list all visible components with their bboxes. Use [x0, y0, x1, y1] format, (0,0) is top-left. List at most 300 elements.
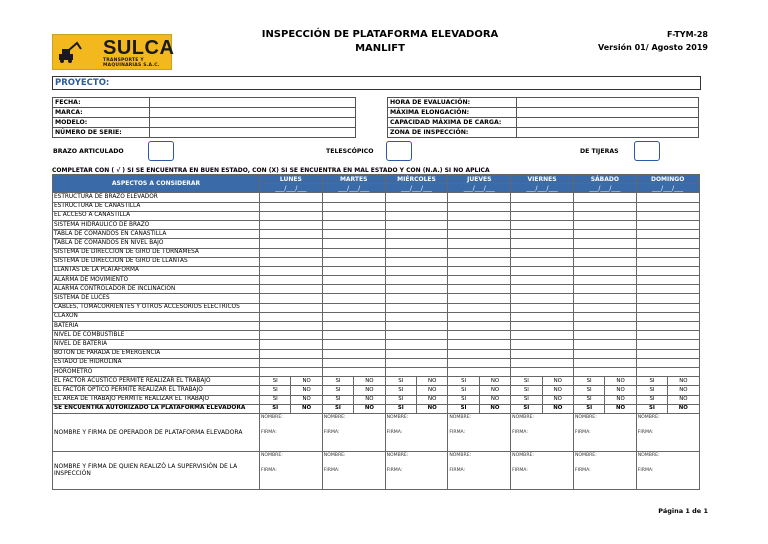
yes-option[interactable]: SI [322, 386, 353, 395]
form-version: Versión 01/ Agosto 2019 [598, 43, 708, 52]
check-cell[interactable] [385, 322, 448, 331]
yes-option[interactable]: SI [573, 377, 604, 386]
check-cell[interactable] [511, 202, 574, 211]
signature-cell[interactable] [511, 451, 574, 489]
no-option[interactable]: NO [291, 404, 322, 413]
check-cell[interactable] [322, 239, 385, 248]
aspect-label: ESTADO DE HIDROLINA [53, 358, 260, 367]
check-cell[interactable] [322, 193, 385, 202]
name-label: NOMBRE: [637, 414, 660, 420]
check-cell[interactable] [260, 294, 323, 303]
info-row [53, 108, 356, 118]
document-title [250, 28, 510, 56]
date-field[interactable]: ___/___/___ [385, 184, 448, 193]
no-option[interactable]: NO [479, 386, 510, 395]
check-cell[interactable] [322, 276, 385, 285]
table-row [53, 340, 700, 349]
no-option[interactable]: NO [542, 377, 573, 386]
check-cell[interactable] [322, 322, 385, 331]
yes-option[interactable]: SI [322, 395, 353, 404]
check-cell[interactable] [260, 312, 323, 321]
yes-option[interactable]: SI [573, 386, 604, 395]
check-cell[interactable] [573, 312, 636, 321]
check-cell[interactable] [573, 358, 636, 367]
project-field[interactable] [52, 76, 701, 90]
check-cell[interactable] [448, 312, 511, 321]
check-cell[interactable] [573, 285, 636, 294]
check-cell[interactable] [260, 367, 323, 376]
check-cell[interactable] [511, 340, 574, 349]
check-cell[interactable] [322, 285, 385, 294]
no-option[interactable]: NO [479, 377, 510, 386]
check-cell[interactable] [448, 211, 511, 220]
sign-label: FIRMA: [637, 467, 654, 473]
no-option[interactable]: NO [416, 386, 447, 395]
check-cell[interactable] [385, 294, 448, 303]
info-value-field[interactable] [517, 118, 699, 128]
form-code: F-TYM-28 [666, 30, 708, 39]
signature-cell[interactable] [573, 413, 636, 451]
check-cell[interactable] [322, 202, 385, 211]
check-cell[interactable] [385, 230, 448, 239]
check-cell[interactable] [322, 211, 385, 220]
yes-option[interactable]: SI [636, 404, 667, 413]
signature-cell[interactable] [636, 451, 699, 489]
check-cell[interactable] [573, 303, 636, 312]
check-cell[interactable] [260, 193, 323, 202]
check-cell[interactable] [573, 257, 636, 266]
check-cell[interactable] [260, 239, 323, 248]
check-cell[interactable] [573, 367, 636, 376]
aspect-label: SISTEMA HIDRÁULICO DE BRAZO [53, 220, 260, 229]
table-row [53, 349, 700, 358]
no-option[interactable]: NO [416, 377, 447, 386]
check-cell[interactable] [636, 248, 699, 257]
check-cell[interactable] [636, 331, 699, 340]
yes-option[interactable]: SI [511, 404, 542, 413]
company-logo [52, 34, 175, 70]
aspects-header: ASPECTOS A CONSIDERAR [53, 175, 260, 193]
check-cell[interactable] [322, 349, 385, 358]
date-field[interactable]: ___/___/___ [511, 184, 574, 193]
check-cell[interactable] [385, 202, 448, 211]
check-cell[interactable] [573, 239, 636, 248]
check-cell[interactable] [511, 312, 574, 321]
check-cell[interactable] [511, 331, 574, 340]
info-row [388, 128, 699, 138]
check-cell[interactable] [260, 285, 323, 294]
check-cell[interactable] [385, 340, 448, 349]
signature-cell[interactable] [448, 413, 511, 451]
signature-row [53, 451, 700, 489]
check-cell[interactable] [322, 312, 385, 321]
check-cell[interactable] [573, 202, 636, 211]
check-cell[interactable] [385, 312, 448, 321]
info-value-field[interactable] [150, 98, 356, 108]
type-label-telescopic: TELESCÓPICO [326, 148, 374, 155]
date-field[interactable]: ___/___/___ [448, 184, 511, 193]
check-cell[interactable] [260, 303, 323, 312]
check-cell[interactable] [511, 349, 574, 358]
yes-option[interactable]: SI [636, 395, 667, 404]
yes-option[interactable]: SI [260, 395, 291, 404]
check-cell[interactable] [448, 239, 511, 248]
yes-option[interactable]: SI [260, 404, 291, 413]
name-label: NOMBRE: [323, 452, 346, 458]
table-row [53, 193, 700, 202]
check-cell[interactable] [385, 193, 448, 202]
info-value-field[interactable] [150, 118, 356, 128]
aspect-label: ESTRUCTURA DE CANASTILLA [53, 202, 260, 211]
yes-option[interactable]: SI [636, 377, 667, 386]
sign-label: FIRMA: [323, 429, 340, 435]
check-cell[interactable] [511, 358, 574, 367]
signature-cell[interactable] [511, 413, 574, 451]
check-cell[interactable] [511, 276, 574, 285]
check-cell[interactable] [448, 202, 511, 211]
table-row [53, 312, 700, 321]
table-row [53, 257, 700, 266]
signature-label: NOMBRE Y FIRMA DE OPERADOR DE PLATAFORMA ELEVADORA [53, 413, 260, 451]
check-cell[interactable] [448, 294, 511, 303]
check-cell[interactable] [322, 266, 385, 275]
check-cell[interactable] [448, 257, 511, 266]
check-cell[interactable] [573, 322, 636, 331]
check-cell[interactable] [573, 220, 636, 229]
info-label: MODELO: [53, 118, 150, 128]
yes-option[interactable]: SI [511, 395, 542, 404]
check-cell[interactable] [385, 303, 448, 312]
check-cell[interactable] [260, 322, 323, 331]
check-cell[interactable] [448, 367, 511, 376]
check-cell[interactable] [322, 257, 385, 266]
check-cell[interactable] [573, 230, 636, 239]
name-label: NOMBRE: [512, 414, 534, 420]
no-option[interactable]: NO [416, 404, 447, 413]
no-option[interactable]: NO [354, 377, 385, 386]
check-cell[interactable] [260, 358, 323, 367]
yes-option[interactable]: SI [511, 377, 542, 386]
info-value-field[interactable] [150, 128, 356, 138]
check-cell[interactable] [385, 367, 448, 376]
aspect-label: BATERÍA [53, 322, 260, 331]
yes-option[interactable]: SI [573, 404, 604, 413]
check-cell[interactable] [385, 276, 448, 285]
yes-option[interactable]: SI [322, 377, 353, 386]
info-row [388, 118, 699, 128]
table-row [53, 285, 700, 294]
check-cell[interactable] [448, 358, 511, 367]
check-cell[interactable] [385, 331, 448, 340]
no-option[interactable]: NO [668, 395, 699, 404]
aspect-label: SISTEMA DE DIRECCIÓN DE GIRO DE LLANTAS [53, 257, 260, 266]
yes-option[interactable]: SI [448, 404, 479, 413]
signature-cell[interactable] [385, 451, 448, 489]
info-row [388, 98, 699, 108]
check-cell[interactable] [260, 276, 323, 285]
check-cell[interactable] [385, 257, 448, 266]
info-value-field[interactable] [517, 108, 699, 118]
info-value-field[interactable] [517, 128, 699, 138]
signature-cell[interactable] [260, 451, 323, 489]
day-header: VIERNES [511, 175, 574, 184]
check-cell[interactable] [573, 340, 636, 349]
yes-option[interactable]: SI [322, 404, 353, 413]
name-label: NOMBRE: [574, 452, 597, 458]
name-label: NOMBRE: [574, 414, 597, 420]
check-cell[interactable] [636, 340, 699, 349]
checkbox-articulated[interactable] [148, 141, 174, 161]
info-table-left [52, 97, 356, 138]
signature-cell[interactable] [322, 413, 385, 451]
aspect-label: EL ÁREA DE TRABAJO PERMITE REALIZAR EL TRABAJO [53, 395, 260, 404]
no-option[interactable]: NO [542, 386, 573, 395]
info-label: CAPACIDAD MÁXIMA DE CARGA: [388, 118, 517, 128]
check-cell[interactable] [636, 367, 699, 376]
check-cell[interactable] [636, 211, 699, 220]
check-cell[interactable] [448, 248, 511, 257]
signature-cell[interactable] [260, 413, 323, 451]
check-cell[interactable] [385, 266, 448, 275]
check-cell[interactable] [385, 349, 448, 358]
no-option[interactable]: NO [542, 404, 573, 413]
check-cell[interactable] [636, 285, 699, 294]
project-label: PROYECTO: [55, 78, 110, 88]
check-cell[interactable] [511, 303, 574, 312]
date-field[interactable]: ___/___/___ [573, 184, 636, 193]
check-cell[interactable] [322, 248, 385, 257]
no-option[interactable]: NO [354, 386, 385, 395]
signature-cell[interactable] [385, 413, 448, 451]
info-row [388, 108, 699, 118]
no-option[interactable]: NO [291, 377, 322, 386]
aspect-label: EL FACTOR ACÚSTICO PERMITE REALIZAR EL TRABAJO [53, 377, 260, 386]
yes-option[interactable]: SI [511, 386, 542, 395]
name-label: NOMBRE: [386, 452, 409, 458]
table-row [53, 202, 700, 211]
table-row [53, 211, 700, 220]
check-cell[interactable] [260, 349, 323, 358]
date-field[interactable]: ___/___/___ [260, 184, 323, 193]
check-cell[interactable] [511, 257, 574, 266]
aspect-label: CABLES, TOMACORRIENTES Y OTROS ACCESORIOS ELÉCTRICOS [53, 303, 260, 312]
check-cell[interactable] [511, 193, 574, 202]
check-cell[interactable] [448, 322, 511, 331]
date-field[interactable]: ___/___/___ [322, 184, 385, 193]
check-cell[interactable] [385, 248, 448, 257]
check-cell[interactable] [511, 294, 574, 303]
no-option[interactable]: NO [605, 404, 636, 413]
check-cell[interactable] [260, 202, 323, 211]
check-cell[interactable] [448, 331, 511, 340]
check-cell[interactable] [322, 340, 385, 349]
check-cell[interactable] [511, 220, 574, 229]
check-cell[interactable] [636, 294, 699, 303]
check-cell[interactable] [636, 220, 699, 229]
yes-option[interactable]: SI [260, 386, 291, 395]
check-cell[interactable] [448, 230, 511, 239]
sign-label: FIRMA: [637, 429, 654, 435]
yes-option[interactable]: SI [448, 377, 479, 386]
check-cell[interactable] [573, 294, 636, 303]
check-cell[interactable] [511, 211, 574, 220]
check-cell[interactable] [573, 349, 636, 358]
no-option[interactable]: NO [291, 395, 322, 404]
name-label: NOMBRE: [512, 452, 534, 458]
checkbox-scissor[interactable] [634, 141, 660, 161]
aspect-label: EL ACCESO A CANASTILLA [53, 211, 260, 220]
check-cell[interactable] [448, 193, 511, 202]
yes-option[interactable]: SI [573, 395, 604, 404]
check-cell[interactable] [448, 340, 511, 349]
logo-name: SULCA [103, 37, 175, 59]
no-option[interactable]: NO [668, 404, 699, 413]
check-cell[interactable] [636, 322, 699, 331]
check-cell[interactable] [385, 239, 448, 248]
table-row [53, 248, 700, 257]
aspect-label: NIVEL DE COMBUSTIBLE [53, 331, 260, 340]
signature-cell[interactable] [322, 451, 385, 489]
check-cell[interactable] [260, 230, 323, 239]
check-cell[interactable] [636, 193, 699, 202]
check-cell[interactable] [385, 220, 448, 229]
check-cell[interactable] [448, 266, 511, 275]
page-number: Página 1 de 1 [658, 507, 708, 515]
aspect-label: SISTEMA DE DIRECCIÓN DE GIRO DE TORNAMESA [53, 248, 260, 257]
check-cell[interactable] [260, 220, 323, 229]
check-cell[interactable] [322, 230, 385, 239]
check-cell[interactable] [448, 276, 511, 285]
yes-no-row [53, 395, 700, 404]
yes-no-row [53, 377, 700, 386]
no-option[interactable]: NO [479, 395, 510, 404]
yes-option[interactable]: SI [385, 377, 416, 386]
check-cell[interactable] [636, 349, 699, 358]
no-option[interactable]: NO [354, 404, 385, 413]
day-header: MARTES [322, 175, 385, 184]
check-cell[interactable] [448, 349, 511, 358]
aspect-label: SE ENCUENTRA AUTORIZADO LA PLATAFORMA ELEVADORA [53, 404, 260, 413]
check-cell[interactable] [322, 294, 385, 303]
check-cell[interactable] [511, 285, 574, 294]
check-cell[interactable] [573, 276, 636, 285]
check-cell[interactable] [636, 239, 699, 248]
yes-option[interactable]: SI [448, 395, 479, 404]
check-cell[interactable] [385, 358, 448, 367]
signature-cell[interactable] [448, 451, 511, 489]
check-cell[interactable] [573, 266, 636, 275]
yes-option[interactable]: SI [385, 404, 416, 413]
info-value-field[interactable] [150, 108, 356, 118]
yes-option[interactable]: SI [385, 395, 416, 404]
check-cell[interactable] [636, 358, 699, 367]
check-cell[interactable] [322, 331, 385, 340]
check-cell[interactable] [636, 312, 699, 321]
check-cell[interactable] [636, 230, 699, 239]
check-cell[interactable] [385, 211, 448, 220]
no-option[interactable]: NO [542, 395, 573, 404]
no-option[interactable]: NO [291, 386, 322, 395]
check-cell[interactable] [573, 193, 636, 202]
table-row [53, 358, 700, 367]
check-cell[interactable] [322, 303, 385, 312]
check-cell[interactable] [322, 220, 385, 229]
check-cell[interactable] [260, 340, 323, 349]
check-cell[interactable] [260, 211, 323, 220]
check-cell[interactable] [511, 248, 574, 257]
info-label: FECHA: [53, 98, 150, 108]
check-cell[interactable] [511, 230, 574, 239]
table-row [53, 230, 700, 239]
check-cell[interactable] [322, 358, 385, 367]
info-label: NÚMERO DE SERIE: [53, 128, 150, 138]
check-cell[interactable] [448, 303, 511, 312]
sign-label: FIRMA: [512, 467, 528, 473]
check-cell[interactable] [448, 285, 511, 294]
no-option[interactable]: NO [668, 377, 699, 386]
check-cell[interactable] [573, 211, 636, 220]
check-cell[interactable] [260, 257, 323, 266]
check-cell[interactable] [511, 367, 574, 376]
check-cell[interactable] [511, 266, 574, 275]
check-cell[interactable] [636, 276, 699, 285]
no-option[interactable]: NO [416, 395, 447, 404]
aspect-label: SISTEMA DE LUCES [53, 294, 260, 303]
document-code [598, 28, 708, 54]
check-cell[interactable] [573, 331, 636, 340]
no-option[interactable]: NO [354, 395, 385, 404]
check-cell[interactable] [260, 266, 323, 275]
check-cell[interactable] [322, 367, 385, 376]
info-table-right [387, 97, 699, 138]
sign-label: FIRMA: [323, 467, 340, 473]
signature-cell[interactable] [636, 413, 699, 451]
check-cell[interactable] [573, 248, 636, 257]
yes-option[interactable]: SI [385, 386, 416, 395]
yes-option[interactable]: SI [448, 386, 479, 395]
name-label: NOMBRE: [261, 414, 283, 420]
name-label: NOMBRE: [386, 414, 409, 420]
yes-option[interactable]: SI [260, 377, 291, 386]
no-option[interactable]: NO [605, 395, 636, 404]
check-cell[interactable] [260, 331, 323, 340]
no-option[interactable]: NO [668, 386, 699, 395]
no-option[interactable]: NO [605, 377, 636, 386]
check-cell[interactable] [636, 266, 699, 275]
check-cell[interactable] [636, 257, 699, 266]
yes-no-row [53, 386, 700, 395]
date-field[interactable]: ___/___/___ [636, 184, 699, 193]
check-cell[interactable] [385, 285, 448, 294]
check-cell[interactable] [448, 220, 511, 229]
check-cell[interactable] [636, 303, 699, 312]
checkbox-telescopic[interactable] [386, 141, 412, 161]
check-cell[interactable] [636, 202, 699, 211]
check-cell[interactable] [511, 322, 574, 331]
yes-option[interactable]: SI [636, 386, 667, 395]
sign-label: FIRMA: [449, 429, 466, 435]
no-option[interactable]: NO [605, 386, 636, 395]
signature-cell[interactable] [573, 451, 636, 489]
name-label: NOMBRE: [449, 414, 472, 420]
table-row [53, 303, 700, 312]
check-cell[interactable] [260, 248, 323, 257]
check-cell[interactable] [511, 239, 574, 248]
info-value-field[interactable] [517, 98, 699, 108]
no-option[interactable]: NO [479, 404, 510, 413]
info-row [53, 128, 356, 138]
table-row [53, 294, 700, 303]
